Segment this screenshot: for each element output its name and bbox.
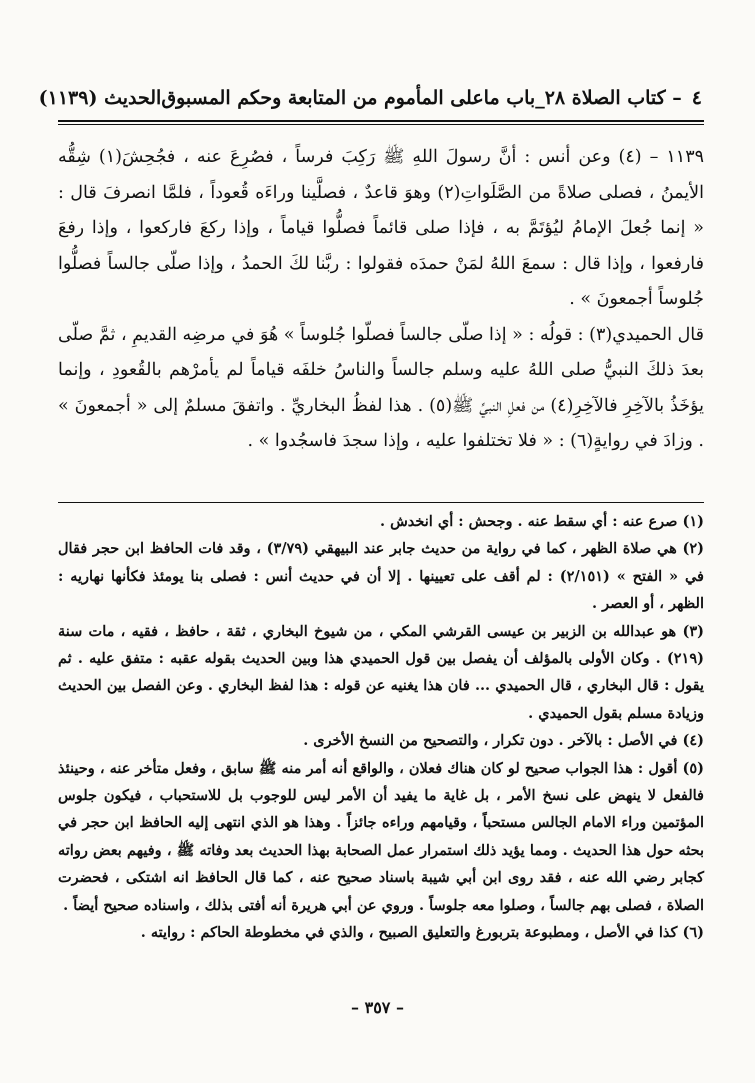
page-number: – ٣٥٧ – xyxy=(351,998,404,1017)
footnote-2: (٢) هي صلاة الظهر ، كما في رواية من حديث جابر عند البيهقي (٣/٧٩) ، وقد فات الحافظ ابن حجر فقال في « الفتح » (٢/١٥١) : لم أقف على تعيينها . إلا أن في حديث أنس : فصلى بنا يومئذ فكأنها نهاريه : الظهر ، أو العصر . xyxy=(58,540,704,613)
hadith-paragraph-1: ١١٣٩ – (٤) وعن أنس : أنَّ رسولَ اللهِ ﷺ رَكِبَ فرساً ، فصُرِعَ عنه ، فجُحِشَ(١) شِقُّه الأيمنُ ، فصلى صلاةً من الصَّلَواتِ(٢) وهوَ قاعدٌ ، فصلَّينا وراءَه قُعوداً ، فلمَّا انصرفَ قال : « إنما جُعلَ الإمامُ ليُؤتَمَّ به ، فإذا صلى قائماً فصلُّوا قياماً ، وإذا ركعَ فاركعوا ، وإذا رفعَ فارفعوا ، وإذا قال : سمعَ اللهُ لمَنْ حمدَه فقولوا : ربَّنا لكَ الحمدُ ، وإذا صلّى جالساً فصلُّوا جُلوساً أجمعونَ » . xyxy=(58,147,705,309)
hadith-body xyxy=(58,140,704,460)
hadith-paragraph-2: قال الحميدي(٣) : قولُه : « إذا صلّى جالساً فصلّوا جُلوساً » هُوَ في مرضِه القديمِ ، ثمَّ صلّى بعدَ ذلكَ النبيُّ صلى اللهُ عليه وسلم جالساً والناسُ خلفَه قياماً لم يأمرْهم بالقُعودِ ، وإنما يؤخَذُ بالآخِرِ فالآخِرِ(٤) من فعلِ النبيِّ ﷺ(٥) . هذا لفظُ البخاريِّ . واتفقَ مسلمٌ إلى « أجمعونَ » . وزادَ في روايةٍ(٦) : « فلا تختلفوا عليه ، وإذا سجدَ فاسجُدوا » . xyxy=(58,324,704,451)
footnote-6: (٦) كذا في الأصل ، ومطبوعة بتربورغ والتعليق الصبيح ، والذي في مخطوطة الحاكم : روايته . xyxy=(140,924,704,942)
header-rule xyxy=(58,120,704,122)
footnote-1: (١) صرع عنه : أي سقط عنه . وجحش : أي انخدش . xyxy=(379,513,704,530)
footnote-3: (٣) هو عبدالله بن الزبير بن عيسى القرشي المكي ، من شيوخ البخاري ، ثقة ، حافظ ، فقيه ، مات سنة (٢١٩) . وكان الأولى بالمؤلف أن يفصل بين قول الحميدي هذا وبين الحديث بقوله عقبه : متفق عليه . ثم يقول : قال البخاري ، قال الحميدي ... فان هذا يغنيه عن قوله : هذا لفظ البخاري . وعن الفصل بين الحديث وزيادة مسلم بقول الحميدي . xyxy=(58,622,704,722)
header-page-marker: ٤ xyxy=(691,87,702,109)
footnote-5: (٥) أقول : هذا الجواب صحيح لو كان هناك فعلان ، والواقع أنه أمر منه ﷺ سابق ، وفعل متأخر عنه ، وحينئذ فالفعل لا ينهض على نسخ الأمر ، بل غاية ما يفيد أن الأمر ليس للوجوب بل للاستحباب ، فيكون جلوس المؤتمين وراء الامام الجالس مستحباً ، وقيامهم وراءه جائزاً . وهذا هو الذي انتهى إليه الحافظ ابن حجر في بحثه حول هذا الحديث . ومما يؤيد ذلك استمرار عمل الصحابة بهذا الحديث بعد وفاته ﷺ ، وفيهم بعض رواته كجابر رضي الله عنه ، فقد روى ابن أبي شيبة باسناد صحيح عنه ، كما قال الحافظ انه اشتكى ، فحضرت الصلاة ، فصلى بهم جالساً ، وصلوا معه جلوساً . وروي عن أبي هريرة أنه أفتى بذلك ، واسناده صحيح أيضاً . xyxy=(58,759,704,914)
header-title: – كتاب الصلاة ٢٨_باب ماعلى المأموم من المتابعة وحكم المسبوق xyxy=(161,87,682,109)
header-hadith-ref: الحديث (١١٣٩) xyxy=(38,87,162,109)
footnote-4: (٤) في الأصل : بالآخر . دون تكرار ، والتصحيح من النسخ الأخرى . xyxy=(303,732,704,750)
footnotes xyxy=(58,508,704,947)
header-right xyxy=(161,87,702,109)
header-rule-thin xyxy=(58,124,704,125)
running-header xyxy=(38,78,702,118)
footnote-separator xyxy=(58,502,704,503)
